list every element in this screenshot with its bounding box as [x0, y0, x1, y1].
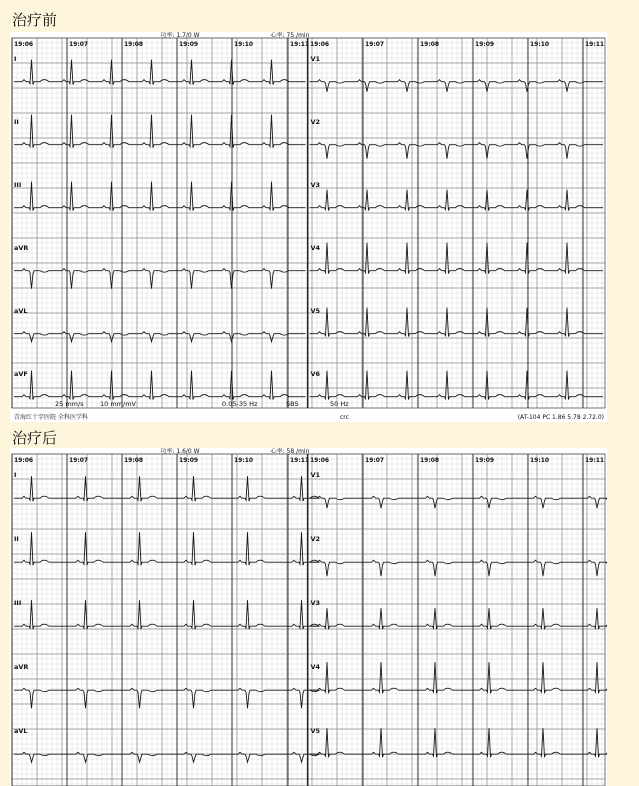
ecg-trace-v3 — [310, 608, 608, 629]
before-treatment-heading: 治疗前 — [12, 11, 58, 29]
power-readout: 功率: 1.6/0 W — [160, 448, 200, 455]
lead-label-avr: aVR — [14, 663, 29, 671]
lead-label-v5: V5 — [310, 307, 321, 315]
time-label-right: 19:07 — [365, 41, 385, 48]
time-label-right: 19:10 — [530, 457, 550, 464]
lead-label-avl: aVL — [14, 307, 28, 315]
time-label-right: 19:11 — [585, 41, 605, 48]
gain-setting: 10 mm/mV — [100, 400, 136, 408]
time-label-right: 19:06 — [310, 41, 330, 48]
filter-setting: 0.05-35 Hz — [222, 400, 258, 408]
lead-label-v1: V1 — [310, 471, 321, 479]
time-label-right: 19:09 — [475, 41, 495, 48]
ecg-trace-iii — [14, 600, 319, 629]
lead-label-avr: aVR — [14, 244, 29, 252]
power-readout: 功率: 1.7/0 W — [160, 32, 200, 39]
ecg-strip-before — [10, 32, 607, 422]
ecg-trace-v5 — [310, 728, 608, 757]
time-label-left: 19:09 — [179, 457, 199, 464]
lead-label-ii: II — [14, 535, 19, 543]
time-label-right: 19:08 — [420, 41, 440, 48]
time-label-left: 19:07 — [69, 457, 89, 464]
lead-label-v1: V1 — [310, 55, 321, 63]
lead-label-i: I — [14, 471, 17, 479]
heart-rate-readout: 心率: 58 /min — [270, 448, 310, 455]
paper-speed: 25 mm/s — [55, 400, 84, 408]
lead-label-v3: V3 — [310, 599, 321, 607]
lead-label-v4: V4 — [310, 244, 321, 252]
ecg-trace-v2 — [310, 143, 604, 159]
time-label-left: 19:10 — [234, 457, 254, 464]
time-label-left: 19:08 — [124, 41, 144, 48]
crc-label: crc — [340, 414, 349, 421]
ecg-trace-i — [14, 476, 319, 501]
lead-label-iii: III — [14, 181, 22, 189]
ecg-trace-v1 — [310, 496, 608, 508]
lead-label-v2: V2 — [310, 118, 321, 126]
sbs-label: SBS — [286, 400, 299, 408]
ecg-trace-ii — [14, 532, 319, 565]
ecg-trace-v4 — [310, 662, 608, 693]
ecg-panel-before — [10, 32, 607, 422]
notch-filter: 50 Hz — [330, 400, 349, 408]
ecg-panel-after — [10, 448, 607, 786]
lead-label-v5: V5 — [310, 727, 321, 735]
time-label-right: 19:11 — [585, 457, 605, 464]
lead-label-v4: V4 — [310, 663, 321, 671]
lead-label-v6: V6 — [310, 370, 321, 378]
ecg-trace-v3 — [310, 190, 604, 211]
time-label-left: 19:08 — [124, 457, 144, 464]
time-label-right: 19:07 — [365, 457, 385, 464]
lead-label-avl: aVL — [14, 727, 28, 735]
time-label-right: 19:08 — [420, 457, 440, 464]
ecg-trace-avr — [14, 688, 319, 708]
ecg-trace-v1 — [310, 80, 604, 92]
ecg-strip-after — [10, 448, 607, 786]
time-label-left: 19:10 — [234, 41, 254, 48]
ecg-trace-v2 — [310, 560, 608, 576]
ecg-trace-v5 — [310, 308, 604, 337]
time-label-left: 19:06 — [14, 41, 34, 48]
time-label-left: 19:11 — [290, 41, 310, 48]
time-label-left: 19:09 — [179, 41, 199, 48]
lead-label-v3: V3 — [310, 181, 321, 189]
time-label-right: 19:10 — [530, 41, 550, 48]
time-label-left: 19:06 — [14, 457, 34, 464]
hospital-name: 青海红十字医院 全科医学科 — [14, 414, 88, 421]
device-info: (AT-104 PC 1.86 5.78 2.72.0) — [517, 414, 604, 421]
ecg-grid — [12, 38, 605, 408]
time-label-right: 19:09 — [475, 457, 495, 464]
lead-label-ii: II — [14, 118, 19, 126]
heart-rate-readout: 心率: 75 /min — [270, 32, 310, 39]
lead-label-i: I — [14, 55, 17, 63]
ecg-trace-v6 — [310, 371, 604, 400]
ecg-grid — [12, 454, 605, 786]
lead-label-avf: aVF — [14, 370, 28, 378]
time-label-right: 19:06 — [310, 457, 330, 464]
lead-label-v2: V2 — [310, 535, 321, 543]
time-label-left: 19:07 — [69, 41, 89, 48]
time-label-left: 19:11 — [290, 457, 310, 464]
lead-label-iii: III — [14, 599, 22, 607]
after-treatment-heading: 治疗后 — [12, 429, 58, 447]
